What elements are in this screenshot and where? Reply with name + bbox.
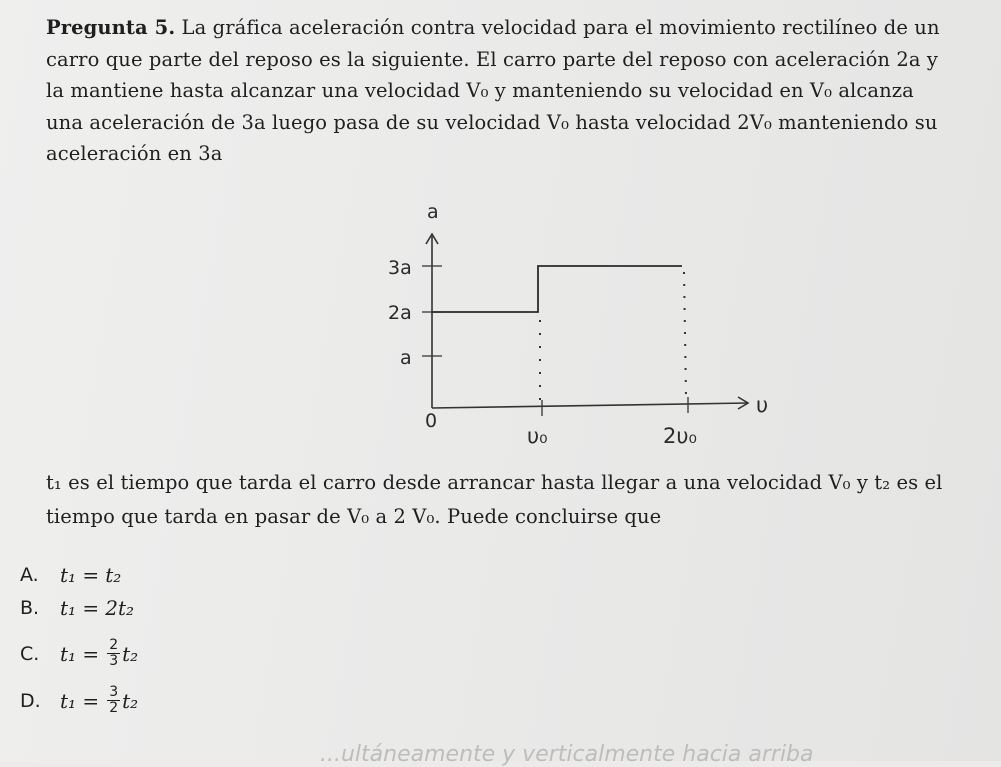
x-tick-label-v0: υ₀ — [527, 424, 548, 448]
fraction-denominator: 3 — [109, 653, 119, 669]
option-rhs: t₂ — [122, 688, 139, 713]
option-letter: C. — [20, 642, 40, 665]
option-letter: D. — [20, 689, 41, 712]
option-rhs: t₂ — [105, 563, 122, 587]
acceleration-step-line — [432, 266, 682, 312]
option-rhs: t₂ — [122, 641, 139, 666]
fraction-numerator: 3 — [109, 684, 119, 700]
option-lhs: t₁ = — [60, 688, 100, 713]
fraction — [107, 638, 120, 669]
x-tick-label-2v0: 2υ₀ — [663, 424, 697, 448]
option-letter: B. — [20, 597, 40, 619]
fraction-denominator: 2 — [109, 700, 119, 716]
y-tick-label-3a: 3a — [388, 257, 412, 279]
option-letter: A. — [20, 564, 39, 586]
question-statement: La gráfica aceleración contra velocidad para el movimiento rectilíneo de un carro que parte del reposo es la siguiente. El carro parte del reposo con aceleración 2a y la mantiene hasta alcanzar una velocidad V₀ y manteniendo su velocidad en V₀ alcanza una aceleración de 3a luego pasa de su velocidad V₀ hasta velocidad 2V₀ manteniendo su aceleración en 3a — [46, 16, 940, 165]
option-lhs: t₁ = — [60, 596, 100, 620]
y-tick-label-a: a — [400, 347, 412, 369]
fraction — [107, 685, 120, 716]
question-intro — [46, 12, 956, 170]
option-a[interactable] — [20, 563, 121, 587]
fraction-numerator: 2 — [109, 637, 119, 653]
x-axis-label: υ — [756, 393, 769, 417]
origin-label: 0 — [425, 410, 438, 432]
option-b[interactable] — [20, 596, 134, 620]
option-lhs: t₁ = — [60, 563, 100, 587]
2v0-guide-dotted — [684, 272, 686, 396]
option-d[interactable] — [20, 685, 138, 716]
option-c[interactable] — [20, 638, 138, 669]
option-lhs: t₁ = — [60, 641, 100, 666]
x-axis — [432, 403, 748, 408]
cut-off-next-question-text: ...ultáneamente y verticalmente hacia arriba — [320, 742, 814, 767]
y-tick-label-2a: 2a — [388, 302, 412, 324]
y-axis-label: a — [427, 201, 439, 223]
question-prompt: t₁ es el tiempo que tarda el carro desde arrancar hasta llegar a una velocidad V₀ y t₂ es el tiempo que tarda en pasar de V₀ a 2 V₀. Puede concluirse que — [46, 471, 943, 528]
question-title: Pregunta 5. — [46, 16, 176, 39]
acceleration-velocity-graph — [370, 190, 810, 465]
option-rhs: 2t₂ — [105, 596, 134, 620]
